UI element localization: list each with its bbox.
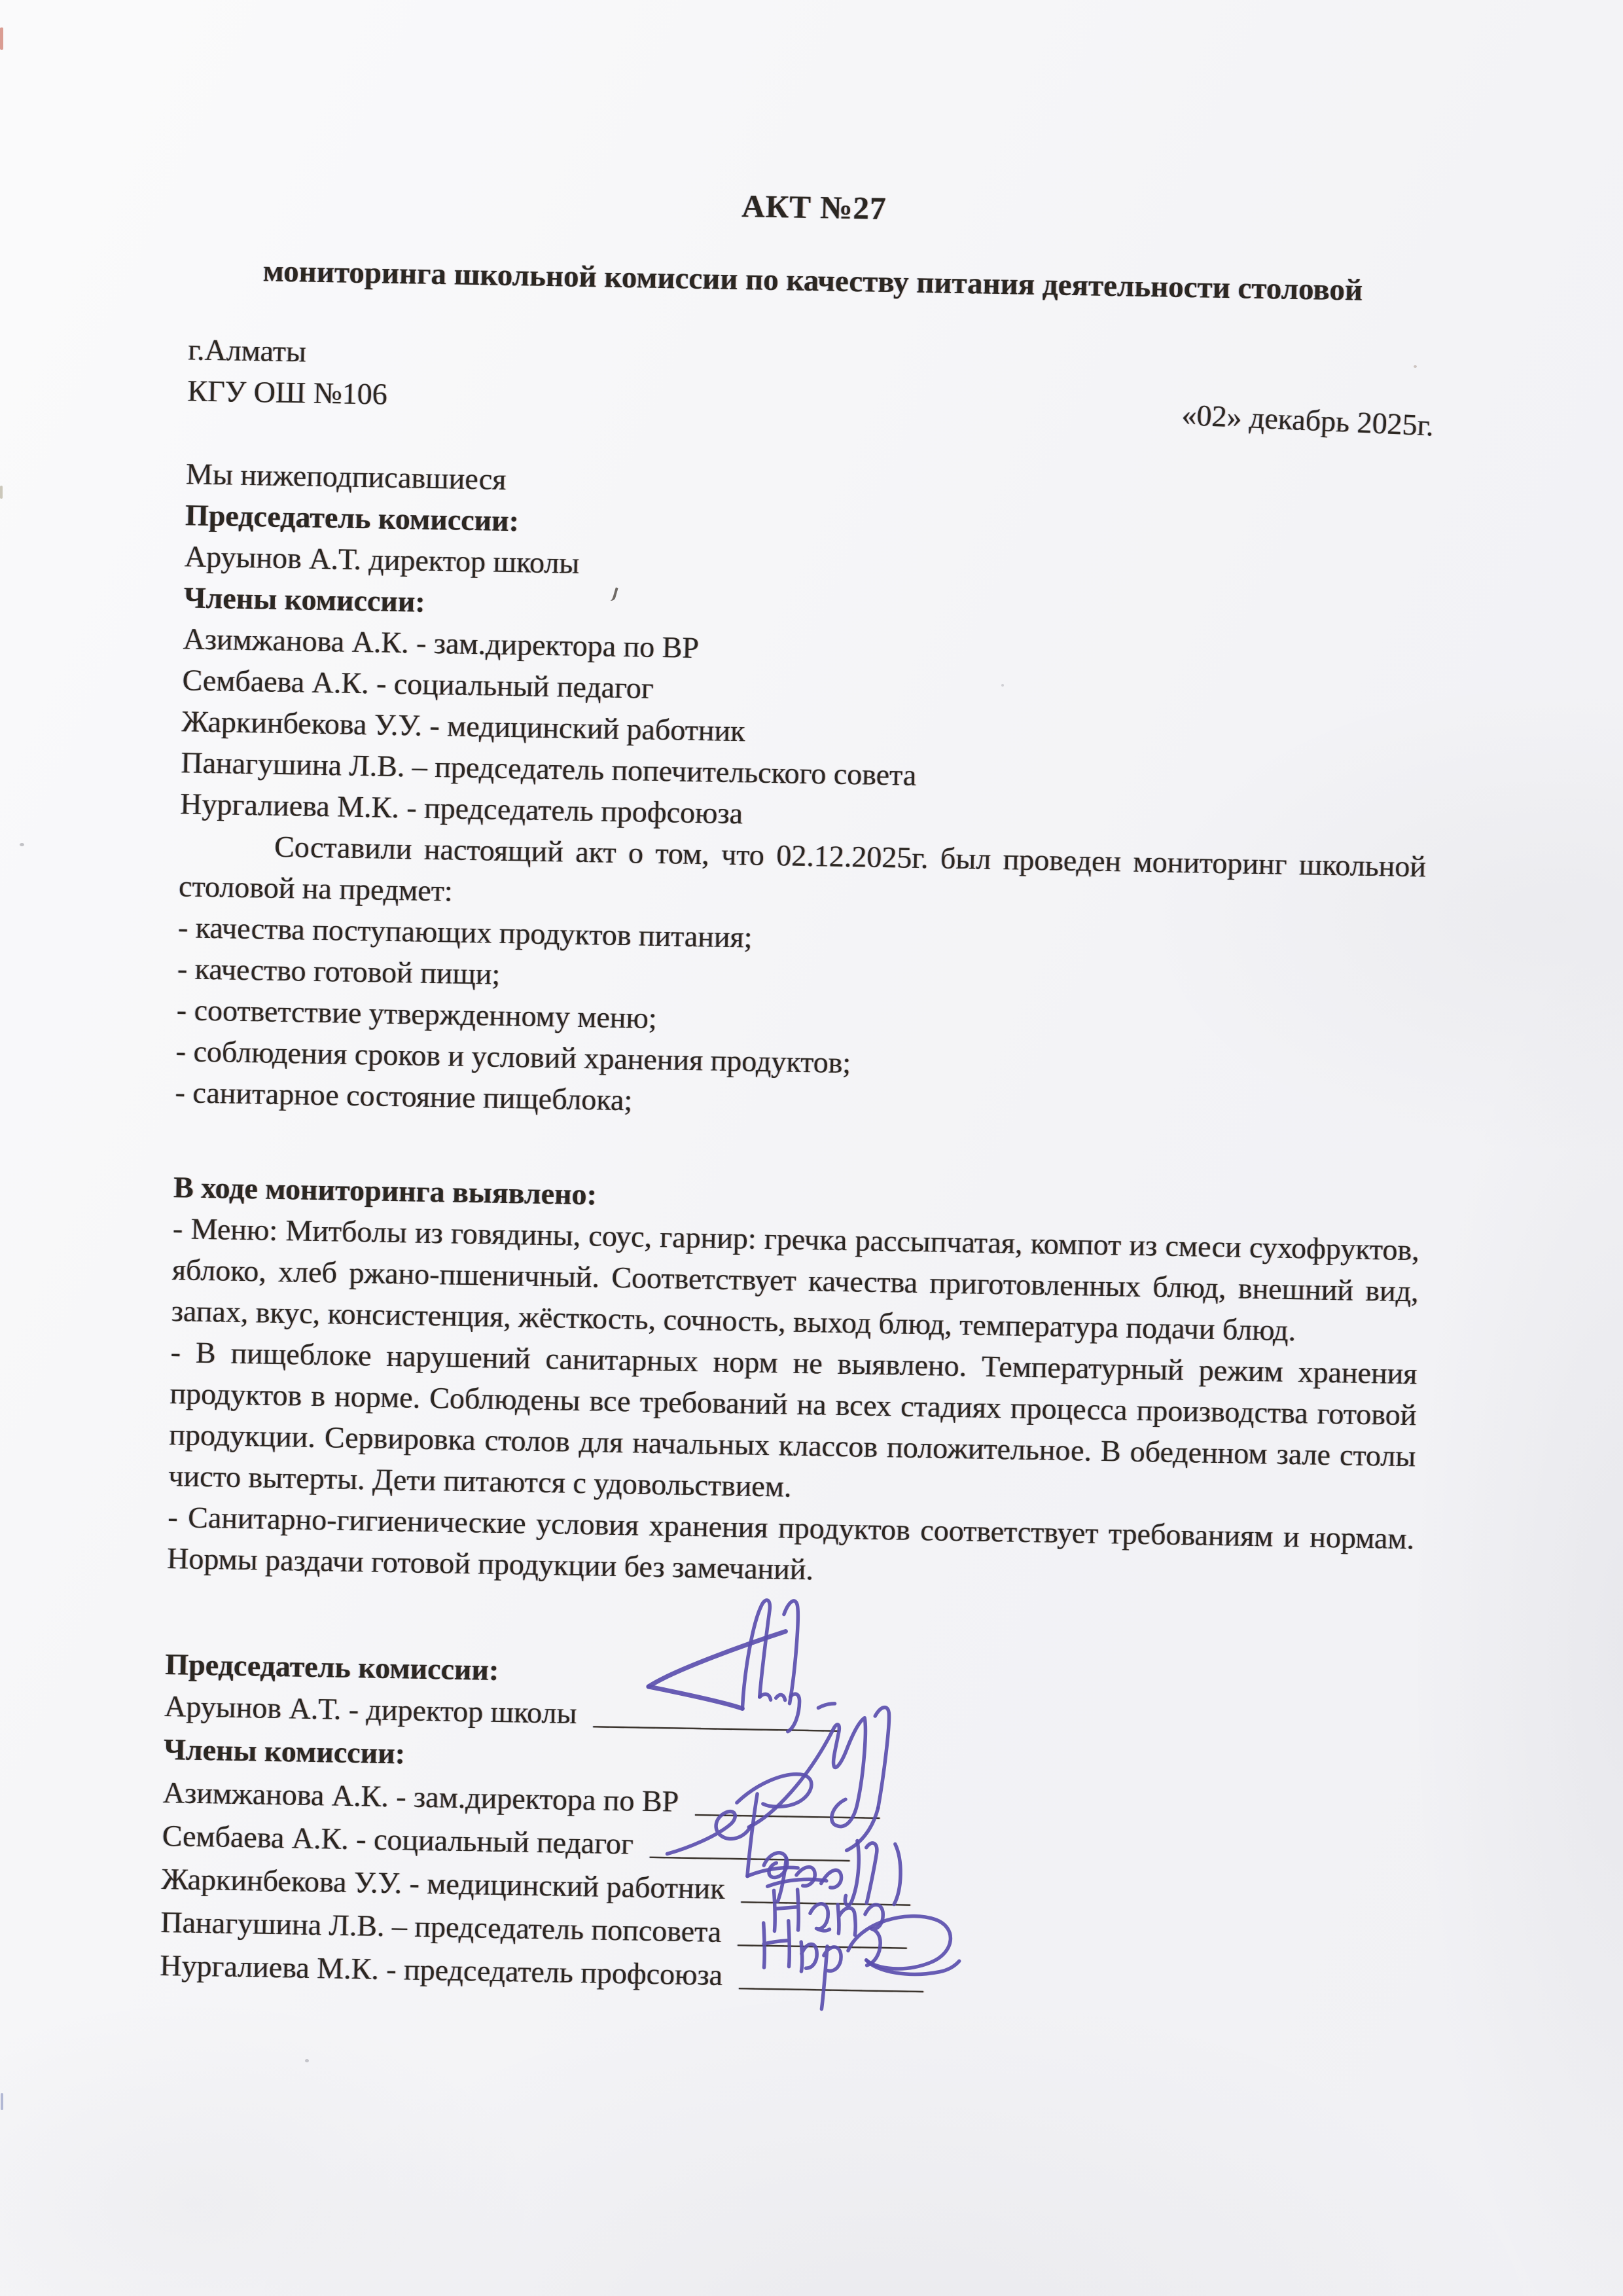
member-line: Нургалиева М.К. - председатель профсоюза xyxy=(179,787,743,831)
paper-speck xyxy=(20,843,24,846)
paper-speck xyxy=(1414,365,1417,368)
signature-label: Азимжанова А.К. - зам.директора по ВР xyxy=(162,1776,679,1818)
scanner-edge-artifact xyxy=(1,2093,3,2110)
paper-speck xyxy=(1001,684,1004,687)
act-document xyxy=(160,175,1438,2009)
signature-label: Аруынов А.Т. - директор школы xyxy=(164,1689,577,1731)
subject-line: - качества поступающих продуктов питания; xyxy=(177,910,753,954)
act-statement-paragraph: Составили настоящий акт о том, что 02.12.2025г. был проведен мониторинг школьной столовой на предмет: xyxy=(178,829,1427,908)
members-heading: Члены комиссии: xyxy=(183,581,426,619)
finding-paragraph-sanitary: - Санитарно-гигиенические условия хранения продуктов соответствует требованиям и нормам. Нормы раздачи готовой продукции без замечаний. xyxy=(166,1500,1415,1587)
document-title: АКТ №27 xyxy=(741,188,887,226)
signature-line: ____________ xyxy=(695,1780,880,1827)
intro-line: Мы нижеподписавшиеся xyxy=(185,457,507,496)
member-line: Жаркинбекова У.У. - медицинский работник xyxy=(181,704,745,748)
member-line: Азимжанова А.К. - зам.директора по ВР xyxy=(183,622,700,665)
member-line: Панагушина Л.В. – председатель попечительского совета xyxy=(181,745,917,792)
subject-line: - соответствие утвержденному меню; xyxy=(176,993,658,1035)
paper-speck xyxy=(305,2059,309,2062)
scanner-edge-artifact xyxy=(0,27,3,50)
signature-line: _____________ xyxy=(650,1823,851,1869)
finding-paragraph-kitchen: - В пищеблоке нарушений санитарных норм не выявлено. Температурный режим хранения продуктов в норме. Соблюдены все требований на всех стадиях процесса производства готовой продукции. Сервировка столов для начальных классов положительное. В обеденном зале столы чисто вытерты. Дети питаются с удовольствием. xyxy=(168,1335,1418,1503)
subject-line: - соблюдения сроков и условий хранения продуктов; xyxy=(175,1034,851,1080)
scanner-edge-artifact xyxy=(0,486,3,499)
signatures-members-heading: Члены комиссии: xyxy=(163,1732,406,1770)
signature-line: ___________ xyxy=(741,1867,911,1914)
signature-label: Сембаева А.К. - социальный педагог xyxy=(162,1818,634,1861)
subject-line: - санитарное состояние пищеблока; xyxy=(175,1075,633,1117)
chairman-name: Аруынов А.Т. директор школы xyxy=(184,539,580,580)
signature-line: ____________ xyxy=(739,1954,924,2000)
signature-label: Жаркинбекова У.У. - медицинский работник xyxy=(161,1861,726,1906)
findings-heading: В ходе мониторинга выявлено: xyxy=(173,1170,597,1211)
signatures-chairman-heading: Председатель комиссии: xyxy=(165,1647,499,1687)
chairman-heading: Председатель комиссии: xyxy=(185,498,520,538)
member-line: Сембаева А.К. - социальный педагог xyxy=(182,663,654,705)
signature-line: ________________ xyxy=(593,1692,840,1740)
document-subtitle: мониторинга школьной комиссии по качеству питания деятельности столовой xyxy=(262,254,1363,308)
signature-label: Панагушина Л.В. – председатель попсовета xyxy=(160,1905,722,1948)
organization-name: КГУ ОШ №106 xyxy=(187,374,388,411)
document-date: «02» декабрь 2025г. xyxy=(1181,397,1435,442)
subject-line: - качество готовой пищи; xyxy=(177,952,501,991)
finding-paragraph-menu: - Меню: Митболы из говядины, соус, гарнир: гречка рассыпчатая, компот из смеси сухофруктов, яблоко, хлеб ржано-пшеничный. Соответствует качества приготовленных блюд, внешний вид, запах, вкус, консистенция, жёсткость, сочность, выход блюд, температура подачи блюд. xyxy=(171,1211,1420,1348)
signature-label: Нургалиева М.К. - председатель профсоюза xyxy=(159,1948,723,1992)
signature-line: ___________ xyxy=(738,1910,908,1957)
city-line: г.Алматы xyxy=(188,332,307,368)
